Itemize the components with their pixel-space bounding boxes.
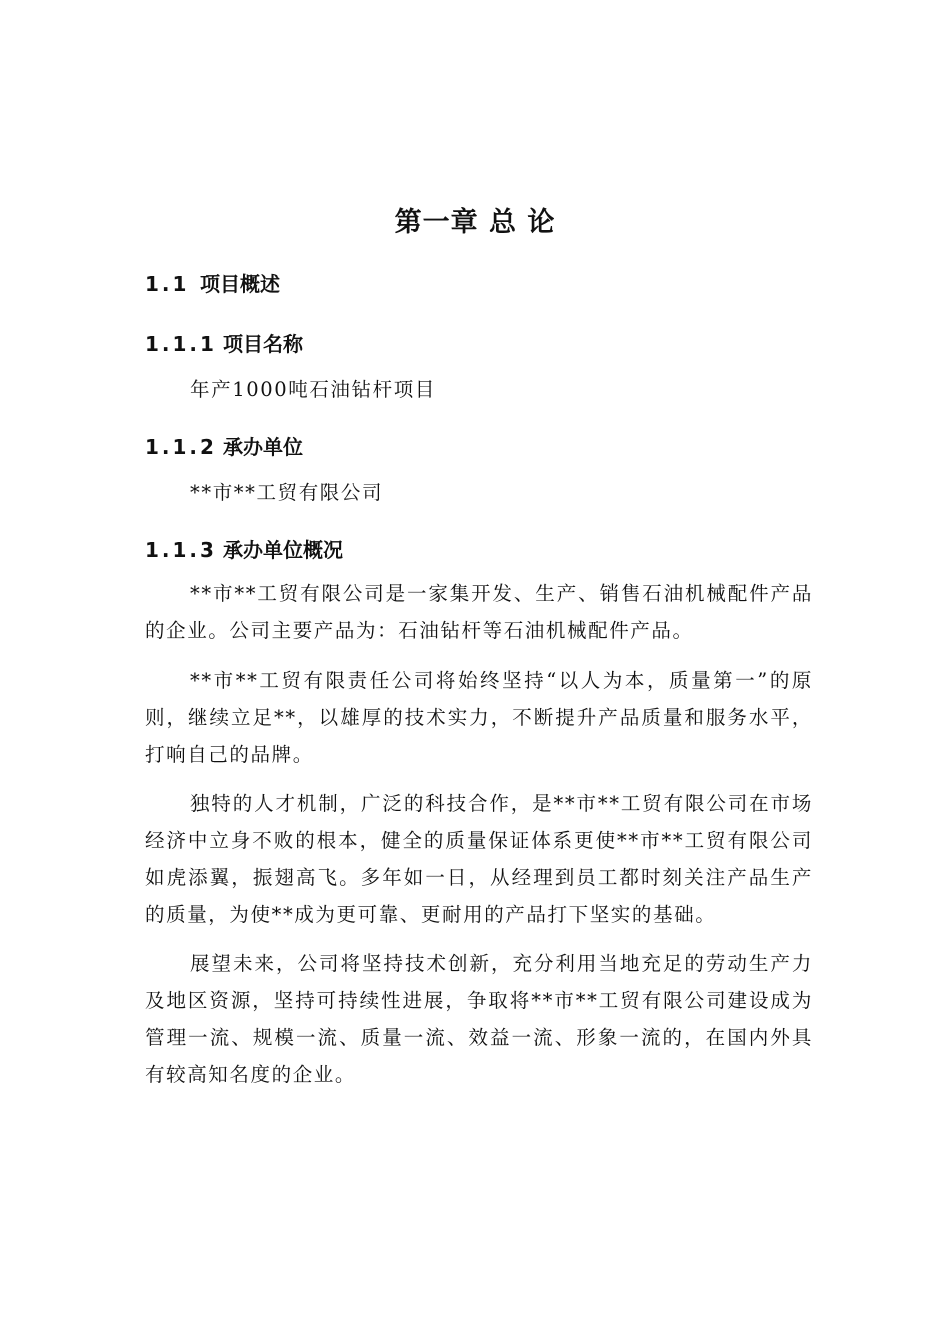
project-name-text: 年产1000吨石油钻杆项目 <box>190 378 436 401</box>
section-number: 1.1 <box>145 272 190 296</box>
section-heading-1-1-2 <box>145 433 303 461</box>
section-number: 1.1.3 <box>145 538 217 562</box>
section-heading-1-1-1 <box>145 330 303 358</box>
overview-paragraph-2: **市**工贸有限责任公司将始终坚持“以人为本，质量第一”的原则，继续立足**，以雄厚的技术实力，不断提升产品质量和服务水平，打响自己的品牌。 <box>145 669 813 766</box>
chapter-title: 第一章 总 论 <box>394 207 556 238</box>
overview-paragraph-3: 独特的人才机制，广泛的科技合作，是**市**工贸有限公司在市场经济中立身不败的根本，健全的质量保证体系更使**市**工贸有限公司如虎添翼，振翅高飞。多年如一日，从经理到员工都时刻关注产品生产的质量，为使**成为更可靠、更耐用的产品打下坚实的基础。 <box>145 792 813 926</box>
section-number: 1.1.1 <box>145 332 217 356</box>
section-title: 项目概述 <box>200 272 280 296</box>
section-heading-1-1 <box>145 270 280 298</box>
section-number: 1.1.2 <box>145 435 217 459</box>
section-heading-1-1-3 <box>145 536 343 564</box>
section-title: 承办单位 <box>223 435 303 459</box>
organizer-text: **市**工贸有限公司 <box>190 481 384 504</box>
section-title: 承办单位概况 <box>223 538 343 562</box>
overview-paragraph-4: 展望未来，公司将坚持技术创新，充分利用当地充足的劳动生产力及地区资源，坚持可持续性进展，争取将**市**工贸有限公司建设成为管理一流、规模一流、质量一流、效益一流、形象一流的，在国内外具有较高知名度的企业。 <box>145 952 813 1086</box>
overview-paragraph-1: **市**工贸有限公司是一家集开发、生产、销售石油机械配件产品的企业。公司主要产品为：石油钻杆等石油机械配件产品。 <box>145 582 813 642</box>
section-title: 项目名称 <box>223 332 303 356</box>
